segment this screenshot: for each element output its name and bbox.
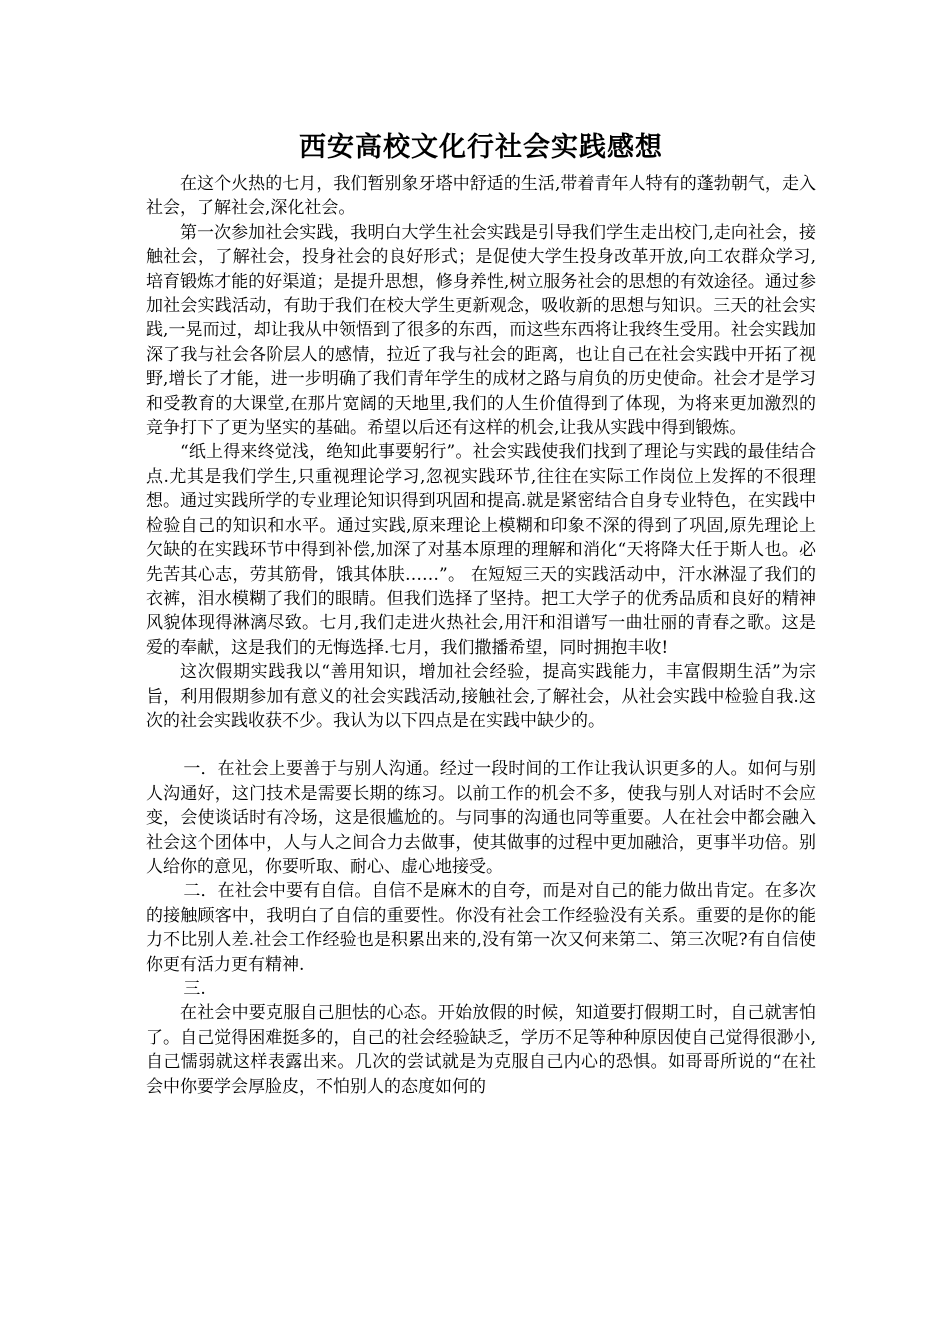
document-body <box>146 128 816 1099</box>
paragraph-theory-practice: “纸上得来终觉浅，绝知此事要躬行”。社会实践使我们找到了理论与实践的最佳结合点.尤其是我们学生,只重视理论学习,忽视实践环节,往往在实际工作岗位上发挥的不很理想。通过实践所学的专业理论知识得到巩固和提高.就是紧密结合自身专业特色，在实践中检验自己的知识和水平。通过实践,原来理论上模糊和印象不深的得到了巩固,原先理论上欠缺的在实践环节中得到补偿,加深了对基本原理的理解和消化“天将降大任于斯人也。必先苦其心志，劳其筋骨，饿其体肤……”。 在短短三天的实践活动中，汗水淋湿了我们的衣裤，泪水模糊了我们的眼睛。但我们选择了坚持。把工大学子的优秀品质和良好的精神风貌体现得淋漓尽致。七月,我们走进火热社会,用汗和泪谱写一曲壮丽的青春之歌。这是爱的奉献，这是我们的无悔选择.七月，我们撒播希望，同时拥抱丰收! <box>146 442 816 658</box>
paragraph-point-one: 一．在社会上要善于与别人沟通。经过一段时间的工作让我认识更多的人。如何与别人沟通好，这门技术是需要长期的练习。以前工作的机会不多，使我与别人对话时不会应变，会使谈话时有冷场，这是很尴尬的。与同事的沟通也同等重要。人在社会中都会融入社会这个团体中，人与人之间合力去做事，使其做事的过程中更加融洽，更事半功倍。别人给你的意见，你要听取、耐心、虚心地接受。 <box>146 759 816 877</box>
paragraph-first-practice: 第一次参加社会实践，我明白大学生社会实践是引导我们学生走出校门,走向社会，接触社会，了解社会，投身社会的良好形式；是促使大学生投身改革开放,向工农群众学习,培育锻炼才能的好渠道；是提升思想，修身养性,树立服务社会的思想的有效途径。通过参加社会实践活动，有助于我们在校大学生更新观念，吸收新的思想与知识。三天的社会实践,一晃而过，却让我从中领悟到了很多的东西，而这些东西将让我终生受用。社会实践加深了我与社会各阶层人的感情，拉近了我与社会的距离，也让自己在社会实践中开拓了视野,增长了才能，进一步明确了我们青年学生的成材之路与肩负的历史使命。社会才是学习和受教育的大课堂,在那片宽阔的天地里,我们的人生价值得到了体现，为将来更加激烈的竞争打下了更为坚实的基础。希望以后还有这样的机会,让我从实践中得到锻炼。 <box>146 222 816 439</box>
paragraph-point-two: 二．在社会中要有自信。自信不是麻木的自夸，而是对自己的能力做出肯定。在多次的接触顾客中，我明白了自信的重要性。你没有社会工作经验没有关系。重要的是你的能力不比别人差.社会工作经验也是积累出来的,没有第一次又何来第二、第三次呢?有自信使你更有活力更有精神. <box>146 881 816 975</box>
paragraph-point-three-label: 三. <box>183 979 206 999</box>
paragraph-point-three: 在社会中要克服自己胆怯的心态。开始放假的时候，知道要打假期工时，自己就害怕了。自己觉得困难挺多的，自己的社会经验缺乏，学历不足等种种原因使自己觉得很渺小,自己懦弱就这样表露出来。几次的尝试就是为克服自己内心的恐惧。如哥哥所说的“在社会中你要学会厚脸皮，不怕别人的态度如何的 <box>146 1003 816 1097</box>
blank-line <box>146 733 816 757</box>
paragraph-holiday-practice: 这次假期实践我以“善用知识，增加社会经验，提高实践能力，丰富假期生活”为宗旨，利用假期参加有意义的社会实践活动,接触社会,了解社会，从社会实践中检验自我.这次的社会实践收获不少。我认为以下四点是在实践中缺少的。 <box>146 662 816 731</box>
paragraph-intro: 在这个火热的七月，我们暂别象牙塔中舒适的生活,带着青年人特有的蓬勃朝气，走入社会，了解社会,深化社会。 <box>146 174 816 219</box>
document-title: 西安高校文化行社会实践感想 <box>299 132 663 163</box>
